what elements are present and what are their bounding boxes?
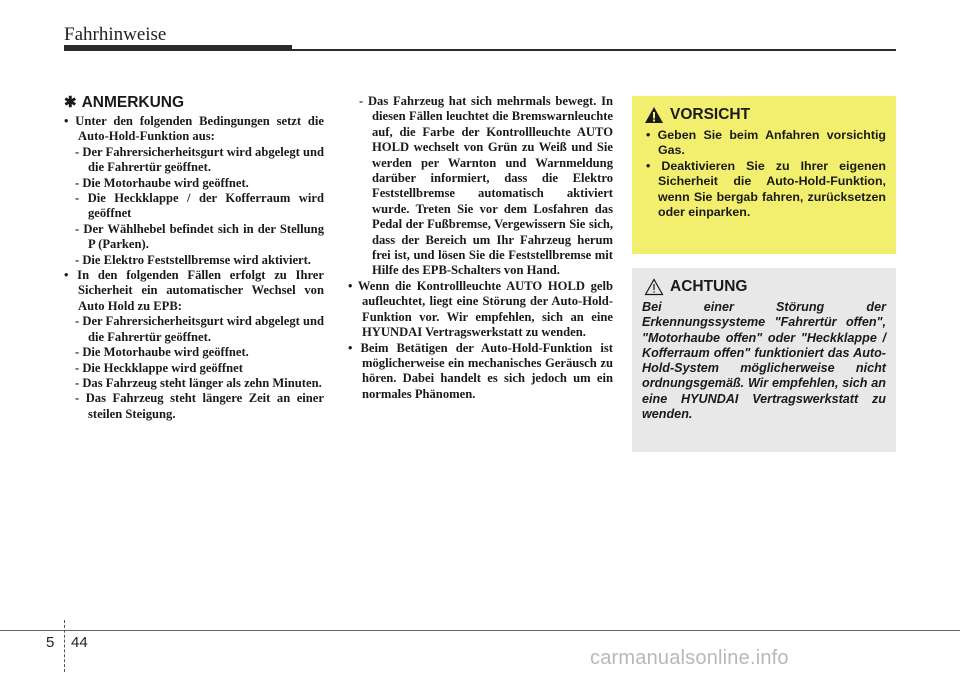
watermark: carmanualsonline.info — [590, 647, 789, 669]
anmerkung-sub-item: - Das Fahrzeug steht länger als zehn Minuten. — [75, 375, 322, 390]
anmerkung-sub-item: - Die Elektro Feststellbremse wird aktiviert. — [75, 252, 311, 267]
anmerkung-sub-item: - Der Fahrersicherheitsgurt wird abgelegt und die Fahrertür geöffnet. — [75, 314, 324, 344]
anmerkung-sub-item: - Die Heckklappe wird geöffnet — [75, 360, 243, 375]
anmerkung-column-1 — [64, 94, 324, 422]
anmerkung-bullet: • Beim Betätigen der Auto-Hold-Funktion ist möglicherweise ein mechanisches Geräusch zu hören. Dabei handelt es sich jedoch um ein normales Phänomen. — [348, 340, 613, 401]
achtung-heading: ACHTUNG — [642, 278, 886, 296]
achtung-body: Bei einer Störung der Erkennungssysteme "Fahrertür offen", "Motorhaube offen" oder "Heckklappe / Kofferraum offen" funktioniert das Auto-Hold-System möglicherweise nicht ordnungsgemäß. Wir empfehlen, sich an eine HYUNDAI Vertragswerkstatt zu wenden. — [642, 300, 886, 422]
vorsicht-item: • Deaktivieren Sie zu Ihrer eigenen Sicherheit die Auto-Hold-Funktion, wenn Sie bergab fahren, zurücksetzen oder einparken. — [646, 158, 886, 220]
warning-triangle-icon — [644, 106, 664, 124]
vorsicht-item: • Geben Sie beim Anfahren vorsichtig Gas. — [646, 128, 886, 158]
anmerkung-sub-item: - Das Fahrzeug hat sich mehrmals bewegt. In diesen Fällen leuchtet die Bremswarnleuchte auf, die Farbe der Kontrollleuchte AUTO HOLD wechselt von Grün zu Weiß und Sie werden per Warnton und Warnmeldung darüber informiert, dass die Elektro Feststellbremse automatisch aktiviert wurde. Treten Sie vor dem Losfahren das Pedal der Fußbremse, Vergewissern Sie sich, dass der Bereich um Ihr Fahrzeug herum frei ist, und lösen Sie die Feststellbremse mit Hilfe des EPB-Schalters von Hand. — [359, 94, 613, 278]
footer-rule — [0, 630, 960, 631]
anmerkung-sub-item: - Der Wählhebel befindet sich in der Stellung P (Parken). — [75, 221, 324, 252]
anmerkung-sub-item: - Das Fahrzeug steht längere Zeit an einer steilen Steigung. — [75, 391, 324, 421]
achtung-box — [632, 268, 896, 452]
anmerkung-bullet: • In den folgenden Fällen erfolgt zu Ihrer Sicherheit ein automatischer Wechsel von Auto Hold zu EPB: — [64, 268, 324, 313]
vorsicht-box — [632, 96, 896, 254]
anmerkung-bullet: • Unter den folgenden Bedingungen setzt die Auto-Hold-Funktion aus: — [64, 114, 324, 144]
chapter-number: 5 — [46, 634, 55, 651]
anmerkung-sub-item: - Die Motorhaube wird geöffnet. — [75, 175, 249, 190]
page-number: 44 — [71, 634, 88, 651]
header-bar — [64, 45, 292, 51]
vorsicht-heading: VORSICHT — [642, 106, 886, 124]
page-header-title: Fahrhinweise — [64, 24, 167, 45]
anmerkung-sub-item: - Die Motorhaube wird geöffnet. — [75, 345, 249, 360]
anmerkung-sub-item: - Der Fahrersicherheitsgurt wird abgelegt und die Fahrertür geöffnet. — [75, 144, 324, 175]
anmerkung-sub-item: - Die Heckklappe / der Kofferraum wird geöffnet — [75, 191, 324, 221]
star-note-icon: ✱ — [64, 94, 77, 111]
warning-triangle-icon — [644, 278, 664, 296]
header-rule — [292, 49, 896, 51]
anmerkung-column-2 — [348, 94, 613, 402]
footer-divider — [64, 620, 65, 672]
anmerkung-heading: ✱ ANMERKUNG — [64, 94, 185, 111]
anmerkung-bullet: • Wenn die Kontrollleuchte AUTO HOLD gelb aufleuchtet, liegt eine Störung der Auto-Hold-Funktion vor. Wir empfehlen, sich an eine HYUNDAI Vertragswerkstatt zu wenden. — [348, 278, 613, 340]
